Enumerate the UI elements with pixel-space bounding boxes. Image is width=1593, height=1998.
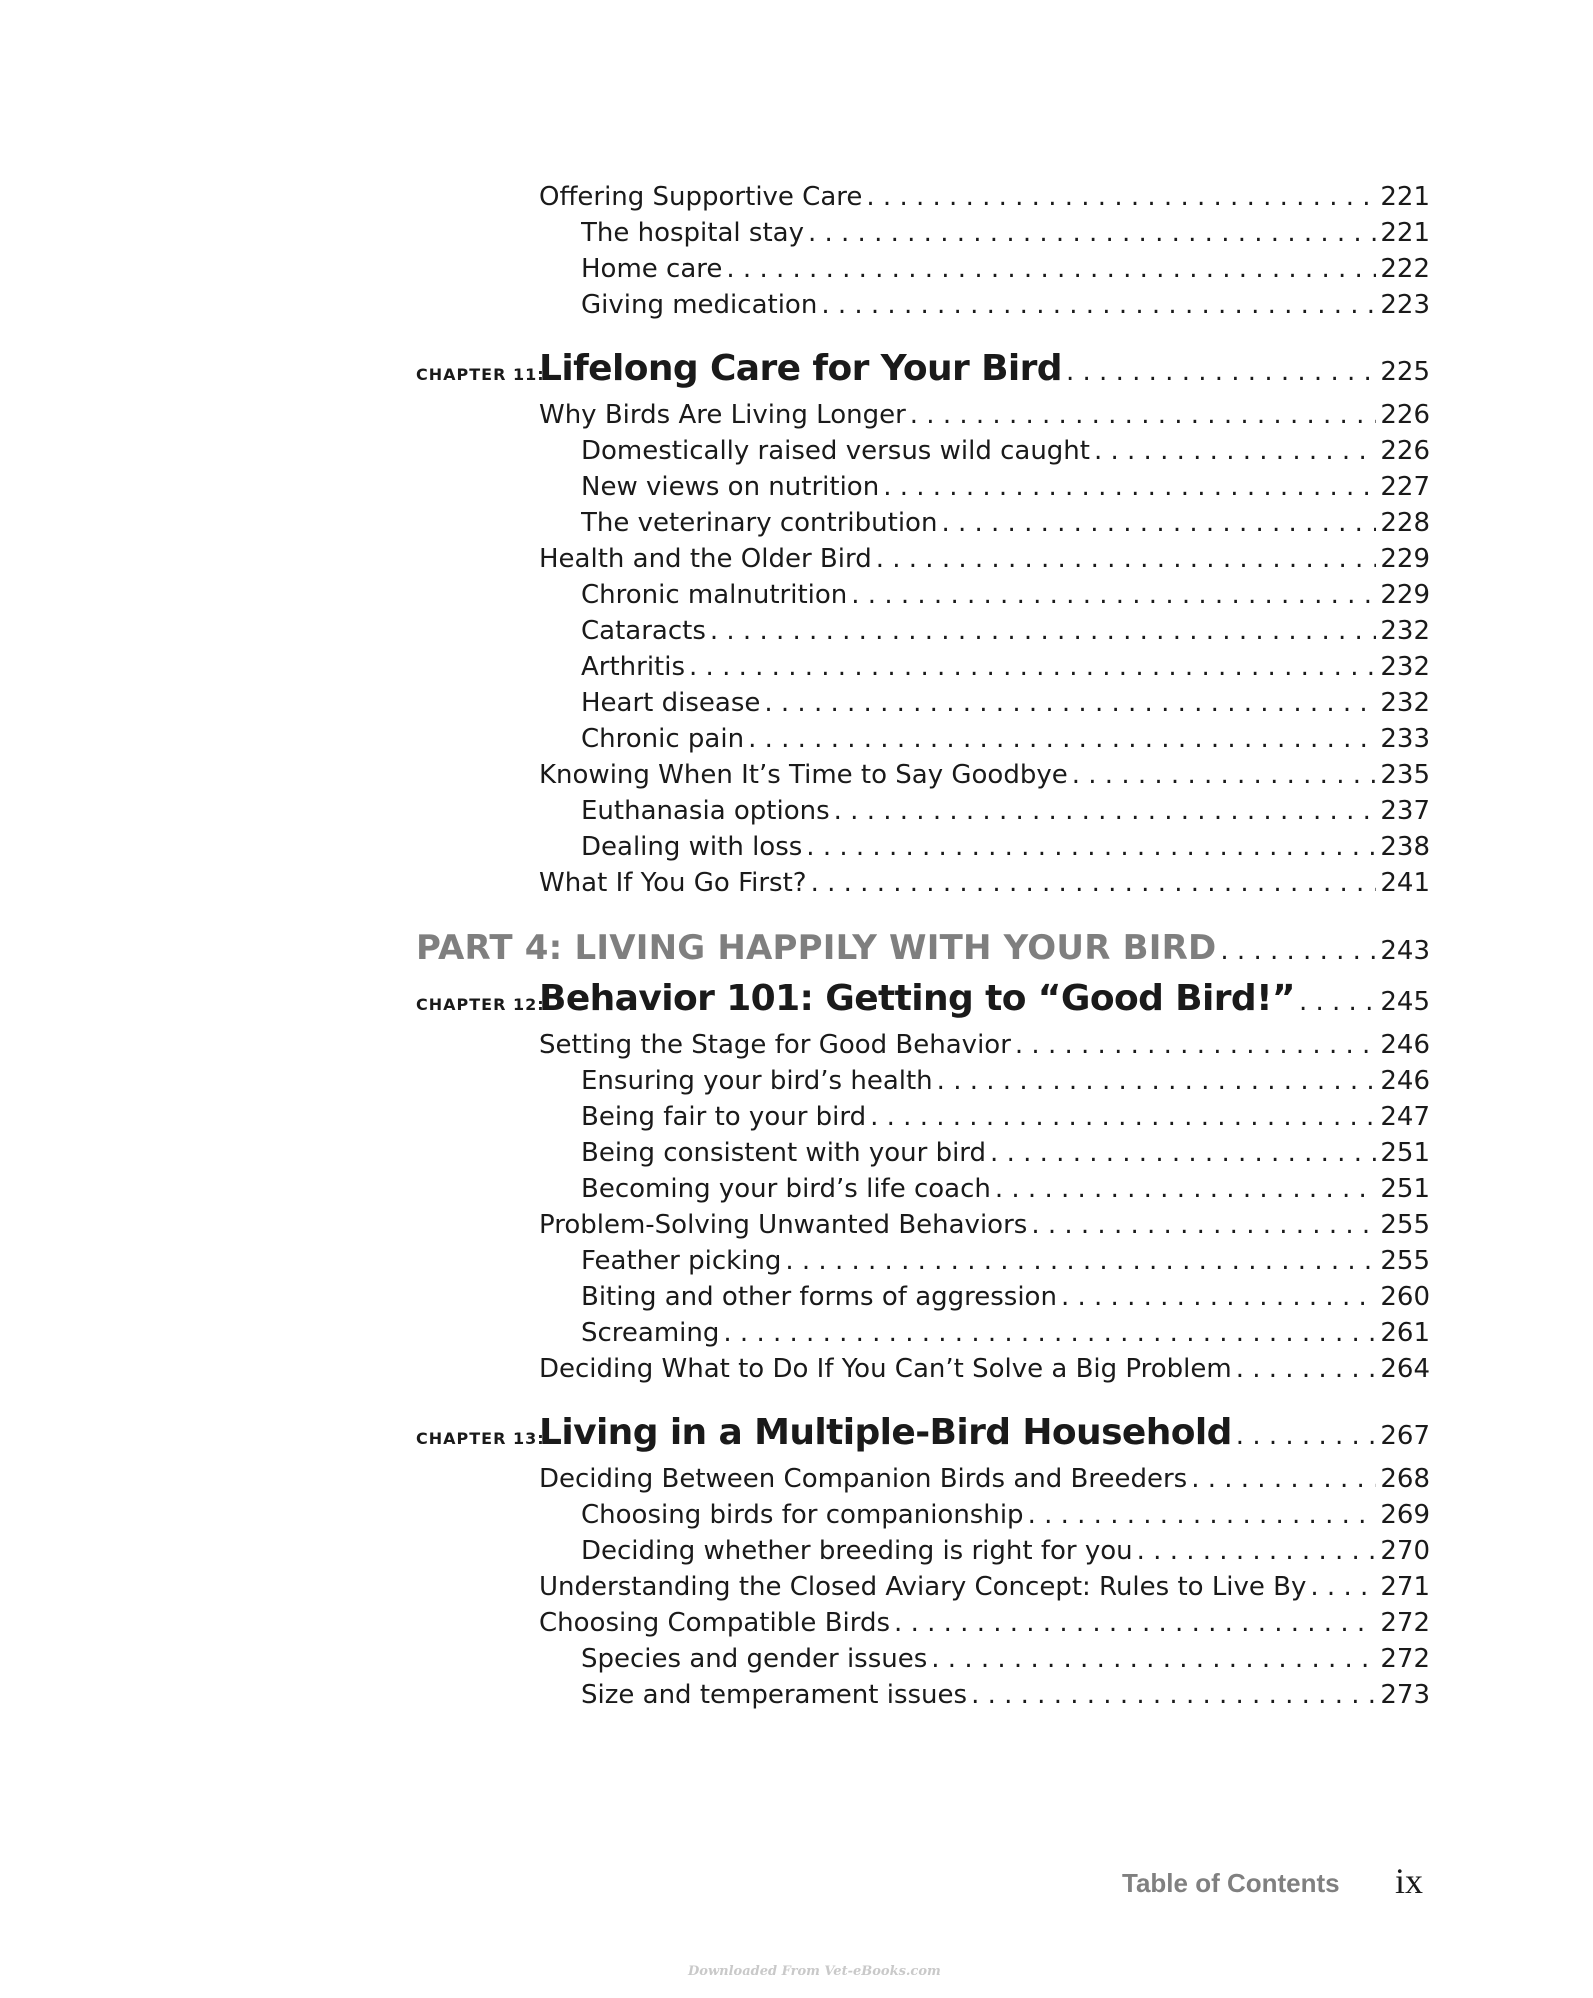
toc-entry-title: Size and temperament issues [581, 1680, 968, 1710]
toc-entry-page: 246 [1380, 1066, 1430, 1096]
toc-entry-title: Euthanasia options [581, 796, 830, 826]
toc-entry-level-2[interactable] [581, 218, 1430, 248]
toc-entry-level-2[interactable] [581, 1174, 1430, 1204]
toc-entry-level-2[interactable] [581, 254, 1430, 284]
toc-entry-title: The veterinary contribution [581, 508, 938, 538]
toc-entry-title: Behavior 101: Getting to “Good Bird!” [539, 978, 1295, 1019]
toc-entry-title: Being fair to your bird [581, 1102, 867, 1132]
toc-entry-page: 271 [1380, 1572, 1430, 1602]
toc-entry-title: Being consistent with your bird [581, 1138, 987, 1168]
toc-entry-page: 260 [1380, 1282, 1430, 1312]
toc-entry-page: 226 [1380, 436, 1430, 466]
dot-leader [821, 290, 1376, 320]
toc-entry-page: 229 [1380, 580, 1430, 610]
toc-entry-page: 269 [1380, 1500, 1430, 1530]
toc-entry-level-2[interactable] [581, 1536, 1430, 1566]
dot-leader [1299, 987, 1376, 1017]
toc-entry-page: 226 [1380, 400, 1430, 430]
toc-entry-level-2[interactable] [581, 290, 1430, 320]
toc-entry-title: Becoming your bird’s life coach [581, 1174, 991, 1204]
toc-entry-title: Cataracts [581, 616, 706, 646]
toc-entry-level-1[interactable] [539, 1030, 1430, 1060]
toc-entry-page: 232 [1380, 688, 1430, 718]
toc-entry-level-2[interactable] [581, 1102, 1430, 1132]
toc-entry-title: Giving medication [581, 290, 818, 320]
toc-entry-level-1[interactable] [539, 1354, 1430, 1384]
toc-entry-title: Biting and other forms of aggression [581, 1282, 1057, 1312]
toc-entry-title: Problem-Solving Unwanted Behaviors [539, 1210, 1028, 1240]
dot-leader [723, 1318, 1376, 1348]
toc-entry-title: Choosing Compatible Birds [539, 1608, 891, 1638]
dot-leader [834, 796, 1377, 826]
toc-entry-page: 270 [1380, 1536, 1430, 1566]
toc-entry-page: 261 [1380, 1318, 1430, 1348]
toc-entry-page: 247 [1380, 1102, 1430, 1132]
dot-leader [870, 1102, 1376, 1132]
toc-entry-title: Lifelong Care for Your Bird [539, 348, 1062, 389]
dot-leader [990, 1138, 1376, 1168]
toc-entry-page: 245 [1380, 987, 1430, 1017]
dot-leader [937, 1066, 1377, 1096]
dot-leader [995, 1174, 1376, 1204]
toc-entry-page: 273 [1380, 1680, 1430, 1710]
dot-leader [1072, 760, 1377, 790]
dot-leader [1137, 1536, 1377, 1566]
toc-entry-title: Species and gender issues [581, 1644, 928, 1674]
toc-entry-title: Why Birds Are Living Longer [539, 400, 906, 430]
toc-entry-level-2[interactable] [581, 1066, 1430, 1096]
toc-entry-title: Home care [581, 254, 723, 284]
dot-leader [785, 1246, 1376, 1276]
toc-entry-level-2[interactable] [581, 1138, 1430, 1168]
toc-entry-chapter[interactable] [416, 978, 1430, 1019]
toc-entry-level-2[interactable] [581, 688, 1430, 718]
dot-leader [931, 1644, 1376, 1674]
dot-leader [1015, 1030, 1376, 1060]
toc-entry-page: 227 [1380, 472, 1430, 502]
toc-entry-title: Choosing birds for companionship [581, 1500, 1024, 1530]
dot-leader [1310, 1572, 1376, 1602]
dot-leader [1220, 936, 1376, 966]
toc-entry-page: 255 [1380, 1246, 1430, 1276]
toc-entry-page: 264 [1380, 1354, 1430, 1384]
toc-entry-level-2[interactable] [581, 1246, 1430, 1276]
chapter-label: CHAPTER 13: [416, 1429, 545, 1448]
dot-leader [876, 544, 1377, 574]
running-footer-label: Table of Contents [1122, 1868, 1340, 1898]
toc-entry-page: 267 [1380, 1421, 1430, 1451]
toc-entry-level-1[interactable] [539, 544, 1430, 574]
dot-leader [710, 616, 1376, 646]
dot-leader [811, 868, 1377, 898]
toc-entry-page: 232 [1380, 616, 1430, 646]
toc-entry-title: What If You Go First? [539, 868, 807, 898]
toc-entry-title: New views on nutrition [581, 472, 880, 502]
toc-entry-title: The hospital stay [581, 218, 804, 248]
toc-entry-page: 228 [1380, 508, 1430, 538]
toc-entry-title: Offering Supportive Care [539, 182, 863, 212]
toc-entry-title: Knowing When It’s Time to Say Goodbye [539, 760, 1068, 790]
toc-entry-level-1[interactable] [539, 400, 1430, 430]
toc-entry-level-2[interactable] [581, 1318, 1430, 1348]
dot-leader [726, 254, 1376, 284]
toc-entry-page: 232 [1380, 652, 1430, 682]
toc-entry-level-2[interactable] [581, 508, 1430, 538]
dot-leader [1061, 1282, 1376, 1312]
toc-entry-title: Deciding What to Do If You Can’t Solve a Big Problem [539, 1354, 1232, 1384]
toc-entry-level-1[interactable] [539, 182, 1430, 212]
dot-leader [1028, 1500, 1377, 1530]
toc-entry-page: 233 [1380, 724, 1430, 754]
toc-entry-page: 235 [1380, 760, 1430, 790]
toc-entry-page: 229 [1380, 544, 1430, 574]
toc-entry-title: Deciding Between Companion Birds and Breeders [539, 1464, 1188, 1494]
toc-entry-page: 241 [1380, 868, 1430, 898]
toc-entry-page: 255 [1380, 1210, 1430, 1240]
toc-entry-level-1[interactable] [539, 1210, 1430, 1240]
toc-entry-page: 272 [1380, 1608, 1430, 1638]
dot-leader [1066, 357, 1376, 387]
dot-leader [941, 508, 1376, 538]
toc-entry-title: Arthritis [581, 652, 686, 682]
toc-entry-page: 237 [1380, 796, 1430, 826]
dot-leader [894, 1608, 1376, 1638]
toc-entry-page: 222 [1380, 254, 1430, 284]
dot-leader [883, 472, 1376, 502]
dot-leader [764, 688, 1376, 718]
toc-entry-title: Health and the Older Bird [539, 544, 872, 574]
toc-entry-page: 221 [1380, 182, 1430, 212]
toc-entry-title: Deciding whether breeding is right for you [581, 1536, 1133, 1566]
toc-entry-level-1[interactable] [539, 868, 1430, 898]
dot-leader [851, 580, 1376, 610]
dot-leader [1236, 1354, 1377, 1384]
toc-entry-title: Chronic pain [581, 724, 745, 754]
dot-leader [1236, 1421, 1377, 1451]
dot-leader [1191, 1464, 1376, 1494]
toc-entry-level-1[interactable] [539, 760, 1430, 790]
toc-entry-level-2[interactable] [581, 436, 1430, 466]
toc-entry-level-1[interactable] [539, 1572, 1430, 1602]
toc-entry-level-2[interactable] [581, 616, 1430, 646]
toc-entry-level-2[interactable] [581, 796, 1430, 826]
toc-entry-level-2[interactable] [581, 1680, 1430, 1710]
toc-entry-page: 268 [1380, 1464, 1430, 1494]
dot-leader [689, 652, 1376, 682]
page-number: ix [1395, 1861, 1424, 1901]
toc-entry-page: 246 [1380, 1030, 1430, 1060]
toc-entry-title: Heart disease [581, 688, 761, 718]
toc-entry-title: Setting the Stage for Good Behavior [539, 1030, 1011, 1060]
chapter-label: CHAPTER 11: [416, 365, 545, 384]
toc-entry-title: Understanding the Closed Aviary Concept: Rules to Live By [539, 1572, 1307, 1602]
toc-entry-page: 243 [1380, 936, 1430, 966]
toc-entry-page: 221 [1380, 218, 1430, 248]
dot-leader [1031, 1210, 1376, 1240]
toc-entry-title: Feather picking [581, 1246, 782, 1276]
toc-entry-title: Screaming [581, 1318, 720, 1348]
toc-entry-level-2[interactable] [581, 1644, 1430, 1674]
dot-leader [866, 182, 1376, 212]
dot-leader [806, 832, 1376, 862]
toc-entry-level-1[interactable] [539, 1608, 1430, 1638]
toc-entry-page: 223 [1380, 290, 1430, 320]
toc-entry-part[interactable] [416, 928, 1430, 968]
dot-leader [748, 724, 1376, 754]
toc-entry-title: PART 4: LIVING HAPPILY WITH YOUR BIRD [416, 928, 1217, 968]
toc-entry-page: 225 [1380, 357, 1430, 387]
dot-leader [1094, 436, 1376, 466]
toc-entry-level-2[interactable] [581, 472, 1430, 502]
toc-entry-title: Dealing with loss [581, 832, 803, 862]
download-watermark: Downloaded From Vet-eBooks.com [688, 1964, 941, 1979]
toc-entry-page: 251 [1380, 1138, 1430, 1168]
toc-entry-level-1[interactable] [539, 1464, 1430, 1494]
toc-entry-title: Domestically raised versus wild caught [581, 436, 1090, 466]
toc-entry-title: Living in a Multiple-Bird Household [539, 1412, 1232, 1453]
chapter-label: CHAPTER 12: [416, 995, 545, 1014]
toc-entry-page: 272 [1380, 1644, 1430, 1674]
toc-entry-chapter[interactable] [416, 1412, 1430, 1453]
toc-entry-level-2[interactable] [581, 580, 1430, 610]
toc-entry-chapter[interactable] [416, 348, 1430, 389]
toc-entry-level-2[interactable] [581, 724, 1430, 754]
toc-entry-level-2[interactable] [581, 832, 1430, 862]
toc-entry-level-2[interactable] [581, 1500, 1430, 1530]
toc-entry-title: Ensuring your bird’s health [581, 1066, 933, 1096]
dot-leader [910, 400, 1377, 430]
toc-entry-title: Chronic malnutrition [581, 580, 848, 610]
toc-entry-level-2[interactable] [581, 1282, 1430, 1312]
toc-entry-page: 251 [1380, 1174, 1430, 1204]
dot-leader [971, 1680, 1376, 1710]
toc-entry-page: 238 [1380, 832, 1430, 862]
dot-leader [808, 218, 1376, 248]
toc-entry-level-2[interactable] [581, 652, 1430, 682]
